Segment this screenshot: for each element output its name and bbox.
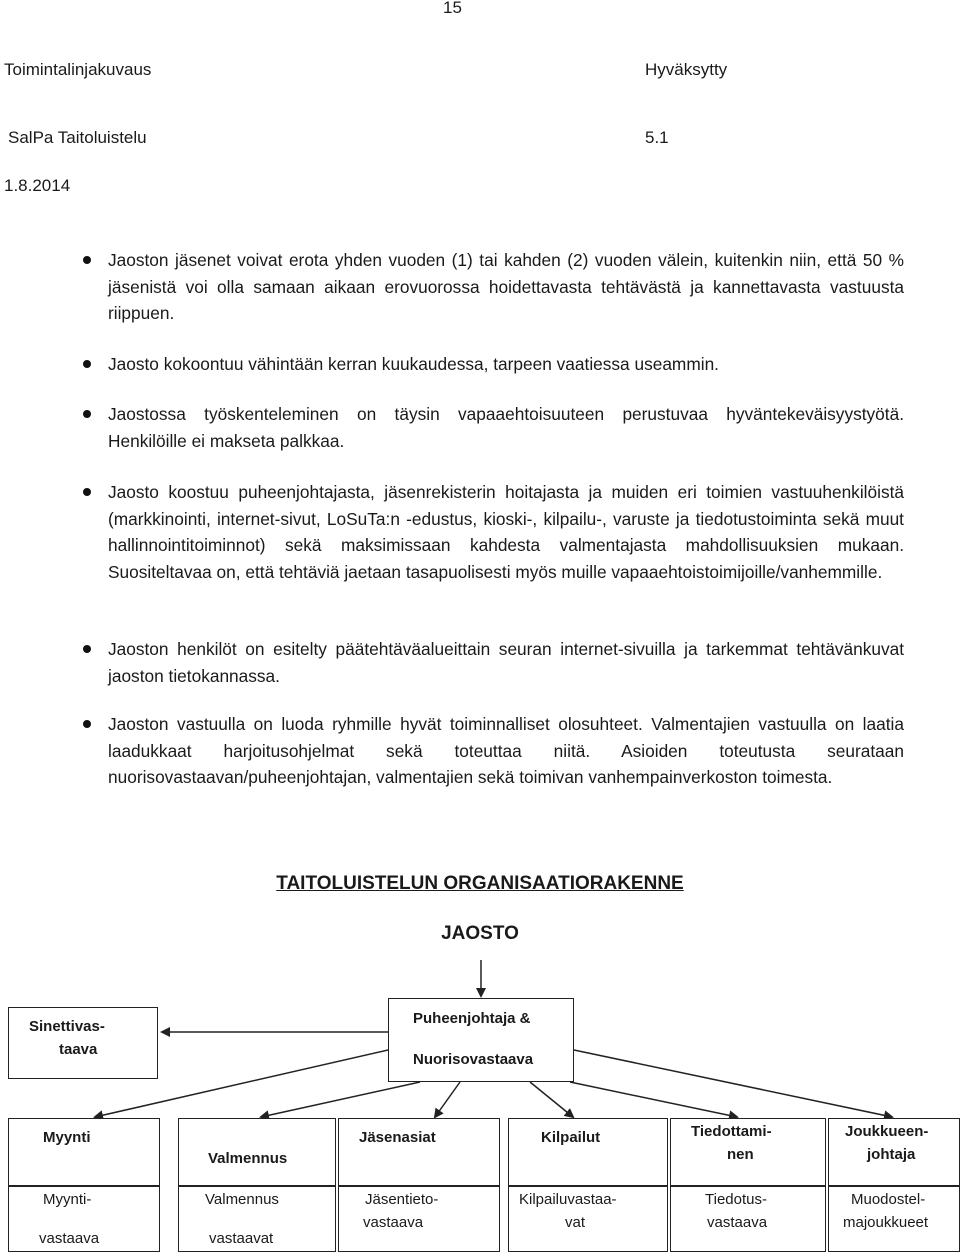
org-box-label: Valmennus [205,1191,279,1208]
org-box-muodostelmajoukkueet [828,1186,960,1252]
org-box-label: Nuorisovastaava [413,1051,534,1068]
org-box-label: taava [59,1041,98,1058]
org-box-label: johtaja [867,1146,916,1163]
org-top-label: JAOSTO [441,923,519,944]
org-box-label: vastaavat [209,1230,274,1247]
org-box-valmennus [178,1118,336,1186]
connector-line [261,1082,420,1117]
page-number: 15 [443,0,462,17]
org-box-jasentietovastaava [338,1186,500,1252]
org-box-label: Joukkueen- [845,1123,929,1140]
org-box-myyntivastaava [8,1186,160,1252]
org-box-tiedotusvastaava [670,1186,826,1252]
org-box-label: Jäsentieto- [365,1191,439,1208]
org-box-label: Myynti- [43,1191,92,1208]
bullet-text-1: Jaoston jäsenet voivat erota yhden vuoden (1) tai kahden (2) vuoden välein, kuitenkin niin, että 50 % jäsenistä voi olla samaan aikaan erovuorossa hoidettavasta tehtävästä ja kannettavasta vastuusta riippuen. [108,250,904,323]
org-box-label: vastaava [39,1230,100,1247]
org-chart-title: TAITOLUISTELUN ORGANISAATIORAKENNE [276,873,684,894]
org-box-kilpailuvastaavat [508,1186,668,1252]
org-box-label: Valmennus [208,1150,288,1167]
org-box-label: vat [565,1214,586,1231]
org-box-label: vastaava [707,1214,768,1231]
connector-line [530,1082,573,1117]
version-number: 5.1 [645,128,669,147]
org-box-label: majoukkueet [843,1214,929,1231]
org-box-sinettivastaava [8,1007,158,1079]
org-box-label: Tiedotus- [705,1191,767,1208]
org-box-label: Puheenjohtaja & [413,1010,531,1027]
org-box-puheenjohtaja [388,998,574,1082]
org-box-kilpailut [508,1118,668,1186]
org-box-jasenasiat [338,1118,500,1186]
bullet-text-2: Jaosto kokoontuu vähintään kerran kuukaudessa, tarpeen vaatiessa useammin. [108,354,719,374]
org-box-label: Kilpailuvastaa- [519,1191,617,1208]
org-box-label: Myynti [43,1129,91,1146]
org-box-tiedottaminen [670,1118,826,1186]
org-box-valmennusvastaavat [178,1186,336,1252]
connector-line [435,1082,460,1117]
org-box-label: Sinettivas- [29,1018,105,1035]
bullet-text-6: Jaoston vastuulla on luoda ryhmille hyvät toiminnalliset olosuhteet. Valmentajien vastuulla on laatia laadukkaat harjoitusohjelmat sekä toteuttaa niitä. Asioiden toteutusta seurataan nuorisovastaavan/puheenjohtajan, valmentajien sekä toimivan vanhempainverkoston toimesta. [108,714,904,787]
org-box-label: Kilpailut [541,1129,601,1146]
org-box-label: vastaava [363,1214,424,1231]
connector-line [574,1050,892,1117]
document-title: Toimintalinjakuvaus [4,60,152,79]
org-box-myynti [8,1118,160,1186]
org-box-joukkueenjohtaja [828,1118,960,1186]
connector-line [570,1082,737,1117]
organization-name: SalPa Taitoluistelu [8,128,147,147]
org-box-label: Tiedottami- [691,1123,772,1140]
approval-status: Hyväksytty [645,60,728,79]
bullet-text-5: Jaoston henkilöt on esitelty päätehtäväalueittain seuran internet-sivuilla ja tarkemmat tehtävänkuvat jaoston tietokannassa. [108,639,904,686]
org-box-label: nen [727,1146,754,1163]
bullet-text-4: Jaosto koostuu puheenjohtajasta, jäsenrekisterin hoitajasta ja muiden eri toimien vastuuhenkilöistä (markkinointi, internet-sivut, LoSuTa:n -edustus, kioski-, kilpailu-, varuste ja tiedotustoiminta sekä muut hallinnointitoiminnot) sekä maksimissaan kahdesta valmentajasta mahdollisuuksien mukaan. Suositeltavaa on, että tehtäviä jaetaan tasapuolisesti myös muille vapaaehtoistoimijoille/vanhemmille. [108,482,904,582]
document-date: 1.8.2014 [4,176,71,195]
org-box-label: Jäsenasiat [359,1129,436,1146]
org-box-label: Muodostel- [851,1191,926,1208]
bullet-text-3: Jaostossa työskenteleminen on täysin vapaaehtoisuuteen perustuvaa hyväntekeväisyystyötä. Henkilöille ei makseta palkkaa. [108,404,904,451]
